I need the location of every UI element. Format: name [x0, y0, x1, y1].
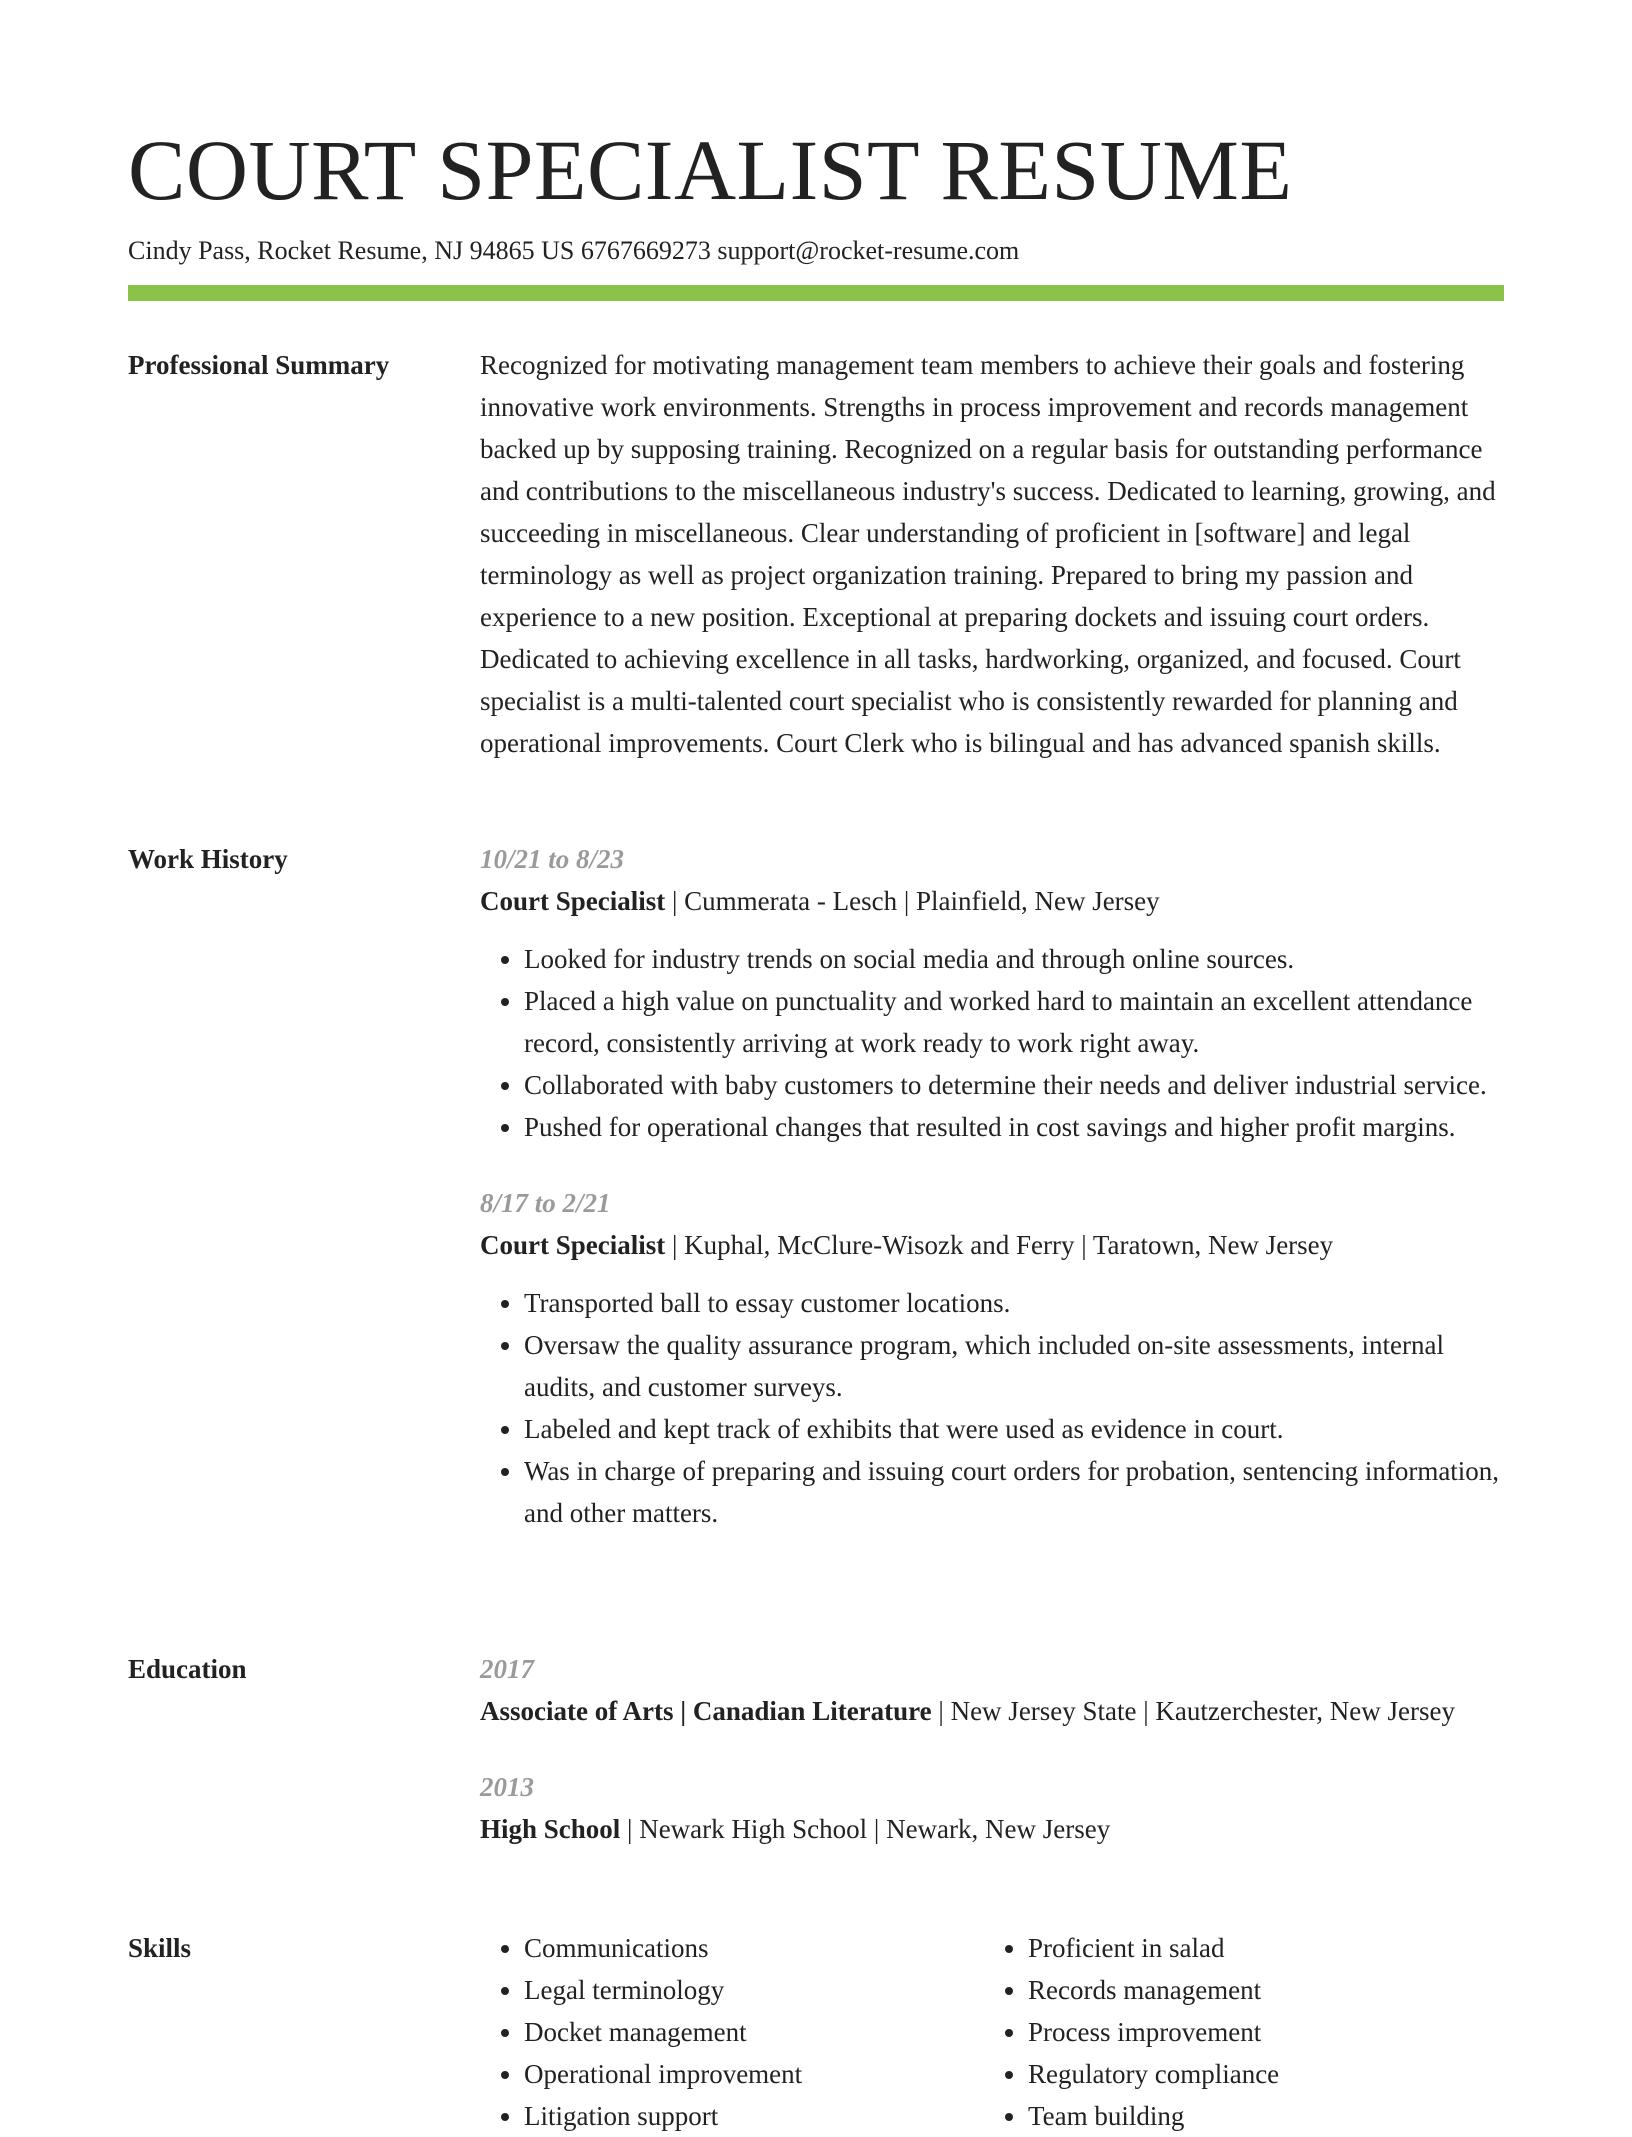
- section-label-skills: Skills: [128, 1933, 192, 1963]
- job-bullet: • Collaborated with baby customers to determine their needs and deliver industrial service.: [524, 1064, 1504, 1106]
- skill-item: • Communications: [524, 1927, 984, 1969]
- job-title: Court Specialist: [480, 886, 666, 916]
- job-bullet: • Oversaw the quality assurance program, which included on-site assessments, internal audits, and customer surveys.: [524, 1324, 1504, 1408]
- job-bullet: • Placed a high value on punctuality and worked hard to maintain an excellent attendance record, consistently arriving at work ready to work right away.: [524, 980, 1504, 1064]
- skill-item: • Regulatory compliance: [1028, 2053, 1488, 2095]
- job-title: Court Specialist: [480, 1230, 666, 1260]
- section-label-education: Education: [128, 1654, 247, 1684]
- education-details: | Newark High School | Newark, New Jersey: [620, 1814, 1111, 1844]
- skill-item: • Operational improvement: [524, 2053, 984, 2095]
- job-bullet: • Labeled and kept track of exhibits that were used as evidence in court.: [524, 1408, 1504, 1450]
- skill-item: • Records management: [1028, 1969, 1488, 2011]
- contact-line: Cindy Pass, Rocket Resume, NJ 94865 US 6767669273 support@rocket-resume.com: [128, 236, 1020, 265]
- education-line: [480, 1690, 1504, 1732]
- job-dates: 8/17 to 2/21: [480, 1188, 611, 1218]
- job-bullet: • Looked for industry trends on social media and through online sources.: [524, 938, 1504, 980]
- summary-body: [480, 344, 1504, 764]
- skills-columns: [480, 1927, 1504, 2137]
- skills-body: [480, 1927, 1504, 2137]
- skills-column-left: [480, 1927, 984, 2137]
- job-bullets: [480, 1282, 1504, 1534]
- education-entry: [480, 1766, 1504, 1850]
- section-label-summary: Professional Summary: [128, 350, 390, 380]
- job-bullets: [480, 938, 1504, 1148]
- skill-item: • Legal terminology: [524, 1969, 984, 2011]
- resume-header: [128, 118, 1504, 268]
- job-bullet: • Was in charge of preparing and issuing court orders for probation, sentencing information, and other matters.: [524, 1450, 1504, 1534]
- education-body: [480, 1648, 1504, 1884]
- accent-divider: [128, 285, 1504, 301]
- education-degree: Associate of Arts | Canadian Literature: [480, 1696, 932, 1726]
- page-title: COURT SPECIALIST RESUME: [128, 122, 1293, 218]
- job-entry: [480, 838, 1504, 1148]
- education-entry: [480, 1648, 1504, 1732]
- skills-list-right: [984, 1927, 1488, 2137]
- education-year: 2017: [480, 1654, 534, 1684]
- education-year: 2013: [480, 1772, 534, 1802]
- job-bullet: • Pushed for operational changes that resulted in cost savings and higher profit margins.: [524, 1106, 1504, 1148]
- skills-column-right: [984, 1927, 1488, 2137]
- job-dates: 10/21 to 8/23: [480, 844, 625, 874]
- skill-item: • Litigation support: [524, 2095, 984, 2137]
- education-line: [480, 1808, 1504, 1850]
- job-entry: [480, 1182, 1504, 1534]
- skills-list-left: [480, 1927, 984, 2137]
- skill-item: • Process improvement: [1028, 2011, 1488, 2053]
- skill-item: • Proficient in salad: [1028, 1927, 1488, 1969]
- job-role-line: [480, 880, 1504, 922]
- job-bullet: • Transported ball to essay customer locations.: [524, 1282, 1504, 1324]
- education-degree: High School: [480, 1814, 621, 1844]
- education-details: | New Jersey State | Kautzerchester, New Jersey: [931, 1696, 1455, 1726]
- job-details: | Kuphal, McClure-Wisozk and Ferry | Taratown, New Jersey: [665, 1230, 1334, 1260]
- skill-item: • Docket management: [524, 2011, 984, 2053]
- job-details: | Cummerata - Lesch | Plainfield, New Jersey: [665, 886, 1160, 916]
- job-role-line: [480, 1224, 1504, 1266]
- work-history-body: [480, 838, 1504, 1568]
- summary-text: Recognized for motivating management team members to achieve their goals and fostering innovative work environments. Strengths in process improvement and records management backed up by supposing training. Recognized on a regular basis for outstanding performance and contributions to the miscellaneous industry's success. Dedicated to learning, growing, and succeeding in miscellaneous. Clear understanding of proficient in [software] and legal terminology as well as project organization training. Prepared to bring my passion and experience to a new position. Exceptional at preparing dockets and issuing court orders. Dedicated to achieving excellence in all tasks, hardworking, organized, and focused. Court specialist is a multi-talented court specialist who is consistently rewarded for planning and operational improvements. Court Clerk who is bilingual and has advanced spanish skills.: [480, 350, 1496, 758]
- skill-item: • Team building: [1028, 2095, 1488, 2137]
- section-label-work-history: Work History: [128, 844, 288, 874]
